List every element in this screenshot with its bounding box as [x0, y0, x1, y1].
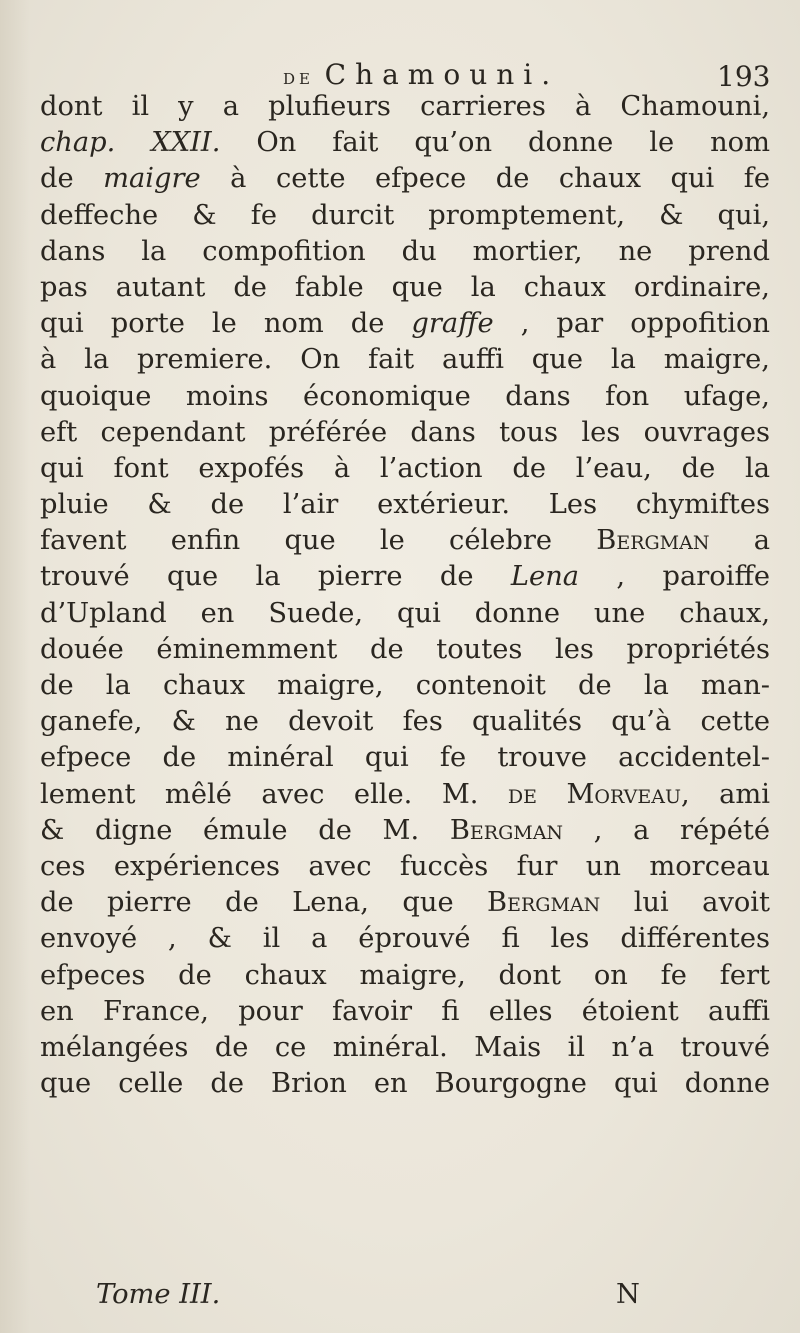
text-line [40, 777, 770, 813]
text-line [40, 849, 770, 885]
text-run: de [40, 163, 104, 195]
text-run: pluie & de l’air extérieur. Les chymiftes [40, 489, 770, 521]
text-line [40, 559, 770, 595]
text-line [40, 740, 770, 776]
text-line [40, 379, 770, 415]
text-run: en France, pour favoir fi elles étoient auffi [40, 995, 770, 1027]
text-run: envoyé , & il a éprouvé fi les différentes [40, 923, 770, 955]
running-head-title: Chamouni. [324, 58, 560, 91]
text-line [40, 342, 770, 378]
text-line [40, 1066, 770, 1102]
text-line [40, 234, 770, 270]
text-run: On fait qu’on donne le nom [220, 127, 770, 159]
text-run: dont il y a plufieurs carrieres à Chamouni, [40, 91, 770, 122]
text-line [40, 523, 770, 559]
text-run: lement mêlé avec elle. M. [40, 778, 508, 810]
italic-run: graffe [411, 308, 494, 340]
text-run: , a répété [563, 814, 770, 846]
text-run: que celle de Brion en Bourgogne qui donne [40, 1068, 770, 1100]
text-run: mélangées de ce minéral. Mais il n’a trouvé [40, 1031, 770, 1063]
page-number: 193 [717, 60, 771, 93]
text-run: ces expériences avec fuccès fur un morceau [40, 850, 770, 882]
text-run: de pierre de Lena, que [40, 887, 488, 919]
running-head-prefix: de [283, 65, 325, 89]
text-line [40, 270, 770, 306]
text-line [40, 885, 770, 921]
text-line [40, 125, 770, 161]
text-line [40, 451, 770, 487]
text-run: efpece de minéral qui fe trouve accidentel- [40, 742, 770, 774]
text-run: qui font expofés à l’action de l’eau, de la [40, 452, 770, 484]
text-line [40, 958, 770, 994]
text-run: ganefe, & ne devoit fes qualités qu’à cette [40, 706, 770, 738]
text-run: favent enfin que le célebre [40, 525, 597, 557]
text-run: quoique moins économique dans fon ufage, [40, 380, 770, 412]
text-line [40, 161, 770, 197]
text-run: trouvé que la pierre de [40, 561, 511, 593]
text-run: , paroiffe [579, 561, 770, 593]
running-head [283, 58, 559, 91]
text-run: lui avoit [600, 887, 770, 919]
text-run: à cette efpece de chaux qui fe [200, 163, 770, 195]
small-caps-run: de Morveau [507, 778, 681, 810]
text-line [40, 994, 770, 1030]
text-run: , par oppofition [493, 308, 770, 340]
text-run: a [709, 525, 770, 557]
small-caps-run: Bergman [596, 525, 710, 557]
text-line [40, 1030, 770, 1066]
volume-label: Tome III. [96, 1279, 221, 1310]
text-run: dans la compofition du mortier, ne prend [40, 235, 770, 267]
text-run: deffeche & fe durcit promptement, & qui, [40, 199, 770, 231]
small-caps-run: Bergman [487, 887, 601, 919]
italic-run: Lena [510, 561, 580, 593]
text-line [40, 632, 770, 668]
text-run: efpeces de chaux maigre, dont on fe fert [40, 959, 770, 991]
text-line [40, 596, 770, 632]
text-run: d’Upland en Suede, qui donne une chaux, [40, 597, 770, 629]
text-line [40, 89, 770, 125]
text-line [40, 813, 770, 849]
text-line [40, 306, 770, 342]
italic-run: maigre [103, 163, 201, 195]
page-footer [0, 1279, 800, 1319]
text-run: eft cependant préférée dans tous les ouvrages [40, 416, 770, 448]
italic-run: chap. XXII. [40, 127, 221, 159]
text-run: à la premiere. On fait auffi que la maigre, [40, 344, 770, 376]
text-run: , ami [680, 778, 770, 810]
body-text [40, 89, 770, 1102]
text-run: douée éminemment de toutes les propriétés [40, 633, 770, 665]
binding-shadow [0, 0, 30, 1333]
text-run: pas autant de fable que la chaux ordinaire, [40, 271, 770, 303]
text-line [40, 415, 770, 451]
small-caps-run: Bergman [449, 814, 564, 846]
text-run: qui porte le nom de [40, 308, 412, 340]
text-run: de la chaux maigre, contenoit de la man- [40, 670, 770, 701]
text-line [40, 704, 770, 740]
text-line [40, 487, 770, 523]
text-line [40, 668, 770, 704]
text-line [40, 198, 770, 234]
text-run: & digne émule de M. [40, 814, 450, 846]
text-line [40, 921, 770, 957]
signature-mark: N [616, 1279, 640, 1310]
